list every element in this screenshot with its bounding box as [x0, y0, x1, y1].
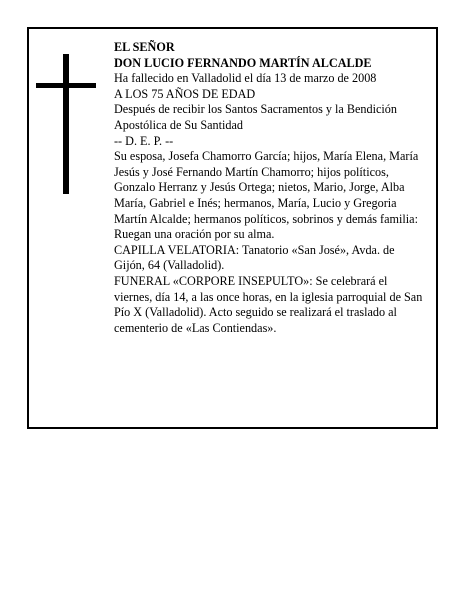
family-paragraph: Su esposa, Josefa Chamorro García; hijos, María Elena, María Jesús y José Fernando Martín Chamorro; hijos políticos, Gonzalo Herranz y Jesús Ortega; nietos, Mario, Jorge, Alba María, Gabriel e Inés; hermanos, María, Lucio y Gregoria Martín Alcalde; hermanos políticos, sobrinos y demás familia: — [114, 149, 419, 226]
obituary-text — [114, 40, 426, 336]
cross-horizontal-bar — [36, 83, 96, 88]
obituary-title: EL SEÑOR — [114, 40, 175, 54]
sacraments-line: Después de recibir los Santos Sacramentos y la Bendición Apostólica de Su Santidad — [114, 102, 397, 132]
rip-line: -- D. E. P. -- — [114, 133, 174, 148]
chapel-paragraph: CAPILLA VELATORIA: Tanatorio «San José», Avda. de Gijón, 64 (Valladolid). — [114, 242, 395, 273]
prayer-line: Ruegan una oración por su alma. — [114, 227, 275, 242]
cross-icon — [36, 54, 96, 194]
funeral-paragraph: FUNERAL «CORPORE INSEPULTO»: Se celebrará el viernes, día 14, a las once horas, en la iglesia parroquial de San Pío X (Valladolid). Acto seguido se realizará el traslado al cementerio de «Las Contiendas». — [114, 273, 423, 335]
death-date-line: Ha fallecido en Valladolid el día 13 de marzo de 2008 — [114, 71, 377, 86]
age-line: A LOS 75 AÑOS DE EDAD — [114, 86, 256, 101]
deceased-name: DON LUCIO FERNANDO MARTÍN ALCALDE — [114, 55, 372, 70]
cross-vertical-bar — [63, 54, 69, 194]
